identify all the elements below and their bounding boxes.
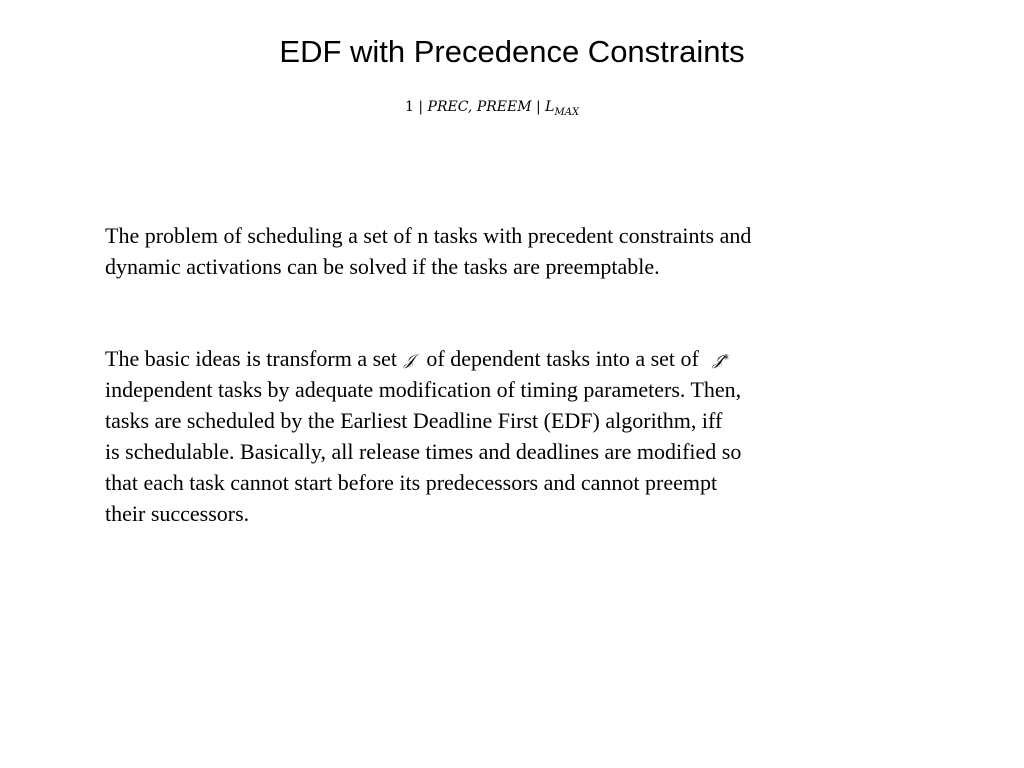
paragraph-line: The problem of scheduling a set of n tasks with precedent constraints and [105,223,752,248]
paragraph-line: dynamic activations can be solved if the tasks are preemptable. [105,254,660,279]
text-segment: The basic ideas is transform a set [105,346,398,371]
formula-subscript: MAX [554,107,580,118]
formula-prefix: 1 | [405,99,424,115]
paragraph-problem-statement [105,220,885,282]
paragraph-line: is schedulable. Basically, all release times and deadlines are modified so [105,439,742,464]
paragraph-line: independent tasks by adequate modification of timing parameters. Then, [105,377,742,402]
formula-body: PREC, PREEM | L [427,99,555,115]
task-set-J-star-symbol: 𝒥* [712,351,729,369]
paragraph-basic-idea [105,343,885,529]
problem-notation-formula [405,96,579,124]
star-superscript: * [723,353,729,366]
paragraph-line: that each task cannot start before its predecessors and cannot preempt [105,470,718,495]
task-set-J-symbol: 𝒥 [404,351,415,369]
paragraph-line: tasks are scheduled by the Earliest Deadline First (EDF) algorithm, iff [105,408,723,433]
paragraph-line: their successors. [105,501,250,526]
paragraph-line [105,343,885,374]
slide-title: EDF with Precedence Constraints [279,34,745,69]
text-segment: of dependent tasks into a set of [426,346,699,371]
